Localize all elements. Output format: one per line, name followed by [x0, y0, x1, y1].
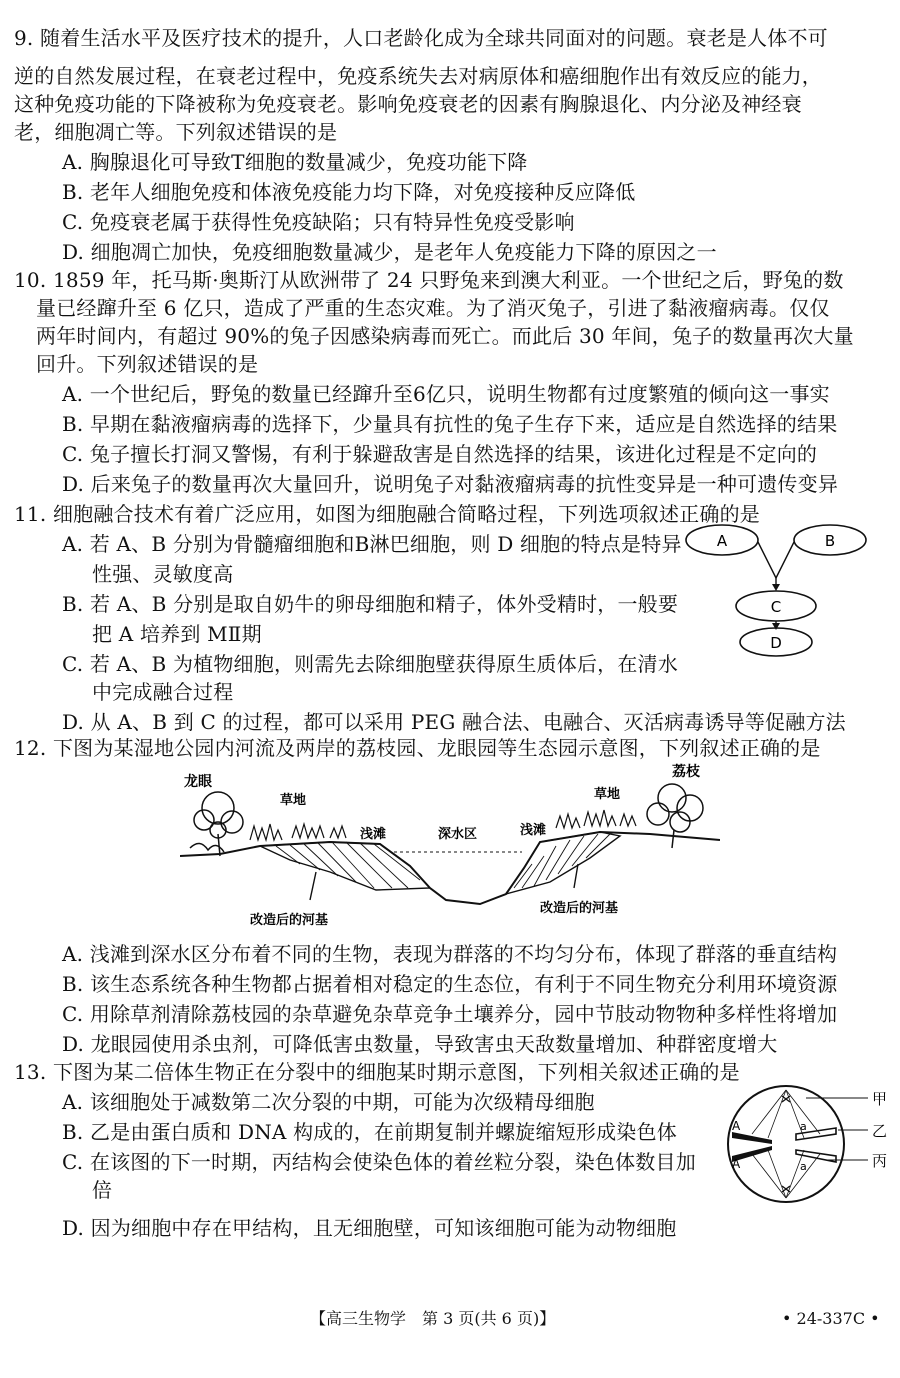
q13-option-c-line-1: C. 在该图的下一时期，丙结构会使染色体的着丝粒分裂，染色体数目加 [62, 1150, 696, 1174]
q12-option-a: A. 浅滩到深水区分布着不同的生物，表现为群落的不均匀分布，体现了群落的垂直结构 [62, 942, 838, 966]
q12-option-d: D. 龙眼园使用杀虫剂，可降低害虫数量，导致害虫天敌数量增加、种群密度增大 [62, 1032, 778, 1056]
allele-a-small-1: a [800, 1120, 807, 1133]
grass-right-icon [556, 810, 636, 828]
centrosome-bottom [782, 1186, 790, 1192]
q9-option-d: D. 细胞凋亡加快，免疫细胞数量减少，是老年人免疫能力下降的原因之一 [62, 240, 717, 264]
q11-option-b-line-2: 把 A 培养到 MⅡ期 [92, 622, 262, 646]
page-footer-title: 【高三生物学 第 3 页(共 6 页)】 [310, 1309, 556, 1328]
allele-a-upper: A [732, 1119, 741, 1133]
grass-right-label: 草地 [594, 787, 621, 802]
centrosome-top [782, 1096, 790, 1102]
fusion-arrow-head [772, 584, 780, 591]
bank-left-label: 改造后的河基 [250, 913, 329, 928]
chromosome-pair-right [796, 1128, 836, 1162]
q11-option-c-line-1: C. 若 A、B 为植物细胞，则需先去除细胞壁获得原生质体后，在清水 [62, 652, 678, 676]
q11-option-b-line-1: B. 若 A、B 分别是取自奶牛的卵母细胞和精子，体外受精时，一般要 [62, 592, 679, 616]
q9-option-b: B. 老年人细胞免疫和体液免疫能力均下降，对免疫接种反应降低 [62, 180, 636, 204]
allele-a-small-2: a [800, 1160, 807, 1173]
label-yi: 乙 [872, 1122, 888, 1140]
q10-stem-line-2: 量已经蹿升至 6 亿只，造成了严重的生态灾难。为了消灭兔子，引进了黏液瘤病毒。仅仅 [36, 296, 830, 320]
allele-a-lower: A [732, 1157, 741, 1171]
river-profile [180, 832, 720, 904]
q11-option-a-line-2: 性强、灵敏度高 [92, 562, 234, 586]
page-footer-code: • 24-337C • [782, 1309, 880, 1328]
q13-option-b: B. 乙是由蛋白质和 DNA 构成的，在前期复制并螺旋缩短形成染色体 [62, 1120, 677, 1144]
label-jia: 甲 [872, 1090, 888, 1108]
bank-left-pointer [310, 872, 316, 900]
q11-option-c-line-2: 中完成融合过程 [92, 680, 234, 704]
q11-stem: 11. 细胞融合技术有着广泛应用，如图为细胞融合简略过程，下列选项叙述正确的是 [14, 502, 760, 526]
fusion-connector [758, 542, 794, 578]
q13-option-d: D. 因为细胞中存在甲结构，且无细胞壁，可知该细胞可能为动物细胞 [62, 1216, 677, 1240]
shoal-left-label: 浅滩 [360, 827, 387, 842]
q10-stem-line-4: 回升。下列叙述错误的是 [36, 352, 259, 376]
q11-option-a-line-1: A. 若 A、B 分别为骨髓瘤细胞和B淋巴细胞，则 D 细胞的特点是特异 [62, 532, 682, 556]
lychee-label: 荔枝 [672, 764, 700, 780]
q10-stem-line-3: 两年时间内，有超过 90%的兔子因感染病毒而死亡。而此后 30 年间，兔子的数量再次大量 [36, 324, 854, 348]
cell-b-label: B [824, 532, 836, 550]
cell-c-label: C [770, 598, 782, 616]
longan-tree-icon [190, 792, 243, 856]
q9-option-a: A. 胸腺退化可导致T细胞的数量减少，免疫功能下降 [62, 150, 528, 174]
q13-option-a: A. 该细胞处于减数第二次分裂的中期，可能为次级精母细胞 [62, 1090, 595, 1114]
q10-option-d: D. 后来兔子的数量再次大量回升，说明兔子对黏液瘤病毒的抗性变异是一种可遗传变异 [62, 472, 839, 496]
wetland-ecosystem-diagram [180, 760, 720, 932]
cell-membrane-circle [728, 1086, 844, 1202]
q11-option-d: D. 从 A、B 到 C 的过程，都可以采用 PEG 融合法、电融合、灭活病毒诱导等促融方法 [62, 710, 846, 734]
grass-left-icon [250, 824, 346, 840]
cell-d-label: D [770, 634, 782, 652]
bank-right-label: 改造后的河基 [540, 901, 619, 916]
longan-label: 龙眼 [184, 774, 212, 790]
q9-option-c: C. 免疫衰老属于获得性免疫缺陷；只有特异性免疫受影响 [62, 210, 575, 234]
q12-stem: 12. 下图为某湿地公园内河流及两岸的荔枝园、龙眼园等生态园示意图，下列叙述正确的是 [14, 736, 821, 760]
cell-fusion-diagram [680, 520, 880, 660]
label-bing: 丙 [872, 1152, 888, 1170]
shoal-right-label: 浅滩 [520, 823, 547, 838]
cell-a-label: A [716, 532, 728, 550]
c-to-d-arrow-head [772, 623, 780, 630]
q9-stem-line-2: 逆的自然发展过程，在衰老过程中，免疫系统失去对病原体和癌细胞作出有效反应的能力， [14, 64, 822, 88]
q9-stem-line-3: 这种免疫功能的下降被称为免疫衰老。影响免疫衰老的因素有胸腺退化、内分泌及神经衰 [14, 92, 802, 116]
q9-stem-line-1: 9. 随着生活水平及医疗技术的提升，人口老龄化成为全球共同面对的问题。衰老是人体不可 [14, 26, 828, 50]
left-bank-hatching [276, 842, 420, 888]
deep-water-label: 深水区 [438, 827, 478, 842]
q13-option-c-line-2: 倍 [92, 1178, 113, 1202]
dividing-cell-diagram [718, 1082, 894, 1208]
q12-option-c: C. 用除草剂清除荔枝园的杂草避免杂草竞争土壤养分，园中节肢动物物种多样性将增加 [62, 1002, 838, 1026]
q10-stem-line-1: 10. 1859 年，托马斯·奥斯汀从欧洲带了 24 只野兔来到澳大利亚。一个世纪之后，野兔的数 [14, 268, 844, 292]
q10-option-b: B. 早期在黏液瘤病毒的选择下，少量具有抗性的兔子生存下来，适应是自然选择的结果 [62, 412, 838, 436]
q10-option-c: C. 兔子擅长打洞又警惕，有利于躲避敌害是自然选择的结果，该进化过程是不定向的 [62, 442, 818, 466]
q9-stem-line-4: 老，细胞凋亡等。下列叙述错误的是 [14, 120, 338, 144]
spindle-fibers [752, 1090, 820, 1198]
q12-option-b: B. 该生态系统各种生物都占据着相对稳定的生态位，有利于不同生物充分利用环境资源 [62, 972, 838, 996]
q10-option-a: A. 一个世纪后，野兔的数量已经蹿升至6亿只，说明生物都有过度繁殖的倾向这一事实 [62, 382, 830, 406]
q13-stem: 13. 下图为某二倍体生物正在分裂中的细胞某时期示意图，下列相关叙述正确的是 [14, 1060, 740, 1084]
grass-left-label: 草地 [280, 793, 307, 808]
left-bank-embankment [260, 842, 430, 890]
